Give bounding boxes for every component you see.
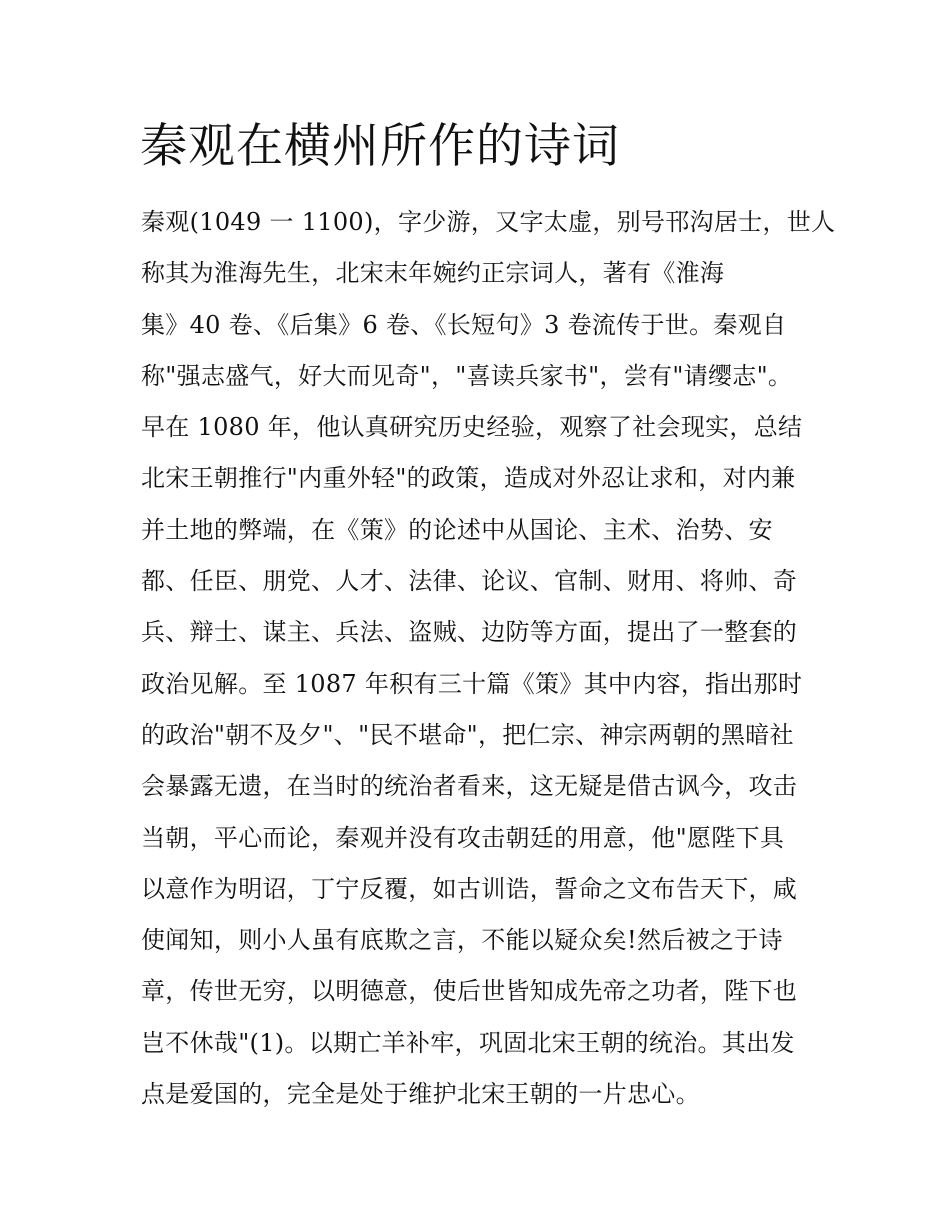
text-line: 使闻知，则小人虽有底欺之言，不能以疑众矣!然后被之于诗 bbox=[141, 926, 783, 955]
text-line: 称其为淮海先生，北宋末年婉约正宗词人，著有《淮海 bbox=[141, 259, 725, 288]
text-line: 都、任臣、朋党、人才、法律、论议、官制、财用、将帅、奇 bbox=[141, 567, 798, 596]
text-line: 以意作为明诏，丁宁反覆，如古训诰，誓命之文布告天下，咸 bbox=[141, 874, 798, 903]
text-line: 当朝，平心而论，秦观并没有攻击朝廷的用意，他"愿陛下具 bbox=[141, 823, 785, 852]
text-line: 早在 1080 年，他认真研究历史经验，观察了社会现实，总结 bbox=[141, 413, 803, 442]
text-line: 会暴露无遗，在当时的统治者看来，这无疑是借古讽今，攻击 bbox=[141, 772, 798, 801]
text-line: 政治见解。至 1087 年积有三十篇《策》其中内容，指出那时 bbox=[141, 669, 803, 698]
text-line: 岂不休哉"(1)。以期亡羊补牢，巩固北宋王朝的统治。其出发 bbox=[141, 1028, 795, 1057]
text-line: 称"强志盛气，好大而见奇"，"喜读兵家书"，尝有"请缨志"。 bbox=[141, 361, 793, 390]
text-line: 点是爱国的，完全是处于维护北宋王朝的一片忠心。 bbox=[141, 1080, 700, 1109]
text-line: 兵、辩士、谋主、兵法、盗贼、边防等方面，提出了一整套的 bbox=[141, 618, 798, 647]
text-line: 的政治"朝不及夕"、"民不堪命"，把仁宗、神宗两朝的黑暗社 bbox=[141, 720, 794, 749]
text-line: 北宋王朝推行"内重外轻"的政策，造成对外忍让求和，对内兼 bbox=[141, 464, 796, 493]
text-line: 并土地的弊端，在《策》的论述中从国论、主术、治势、安 bbox=[141, 515, 773, 544]
text-line: 秦观(1049 一 1100)，字少游，又字太虚，别号邗沟居士，世人 bbox=[141, 208, 836, 236]
text-line: 章，传世无穷，以明德意，使后世皆知成先帝之功者，陛下也 bbox=[141, 977, 798, 1006]
body-paragraph bbox=[141, 205, 836, 1128]
text-line: 集》40 卷、《后集》6 卷、《长短句》3 卷流传于世。秦观自 bbox=[141, 310, 787, 339]
page-title: 秦观在横州所作的诗词 bbox=[140, 119, 620, 174]
